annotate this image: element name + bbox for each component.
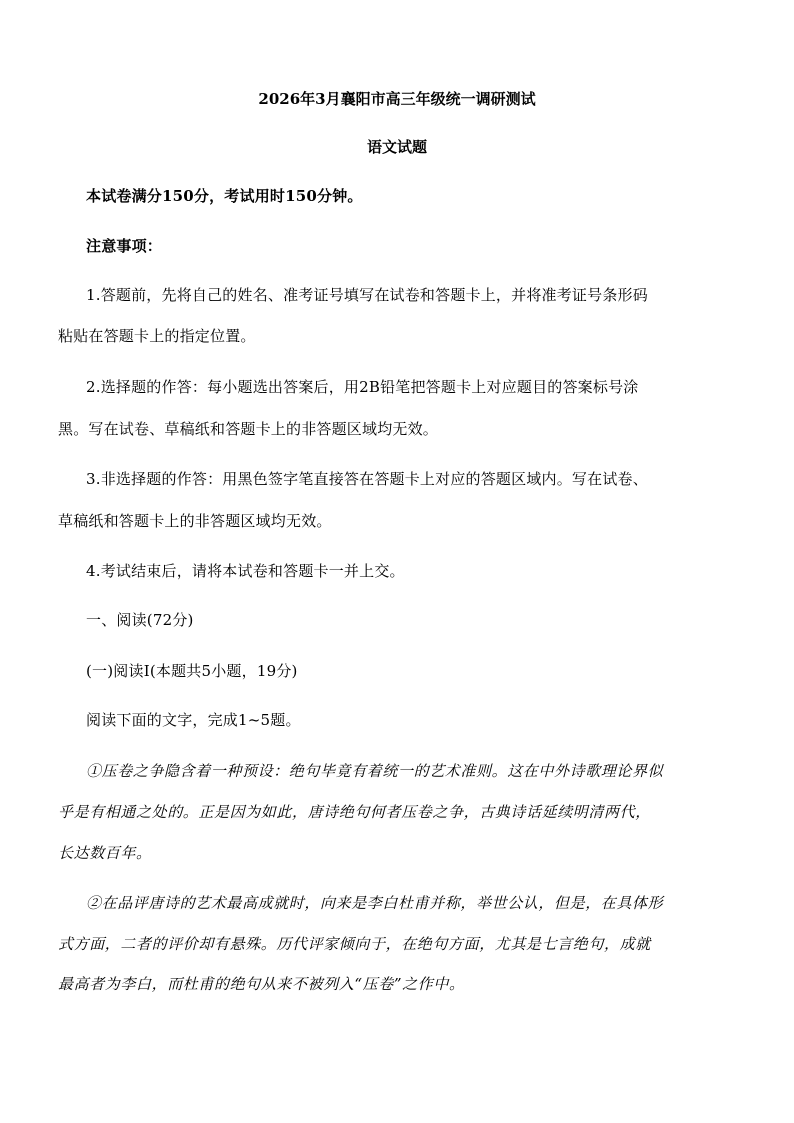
notice-4: 4.考试结束后，请将本试卷和答题卡一并上交。 xyxy=(86,562,405,580)
notice-2-line-2: 黑。写在试卷、草稿纸和答题卡上的非答题区域均无效。 xyxy=(58,420,439,438)
exam-title: 2026年3月襄阳市高三年级统一调研测试 xyxy=(258,90,536,108)
passage-p2-line-1: ②在品评唐诗的艺术最高成就时，向来是李白杜甫并称，举世公认，但是，在具体形 xyxy=(86,894,664,912)
notice-heading: 注意事项： xyxy=(86,237,163,255)
reading-instruction: 阅读下面的文字，完成1~5题。 xyxy=(86,711,301,729)
notice-1-line-1: 1.答题前，先将自己的姓名、准考证号填写在试卷和答题卡上，并将准考证号条形码 xyxy=(86,286,648,304)
part-heading: 一、阅读(72分) xyxy=(86,611,194,629)
notice-3-line-1: 3.非选择题的作答：用黑色签字笔直接答在答题卡上对应的答题区域内。写在试卷、 xyxy=(86,470,648,488)
passage-p2-line-3: 最高者为李白，而杜甫的绝句从来不被列入“压卷”之作中。 xyxy=(58,975,465,993)
notice-1-line-2: 粘贴在答题卡上的指定位置。 xyxy=(58,327,256,345)
score-time-note: 本试卷满分150分，考试用时150分钟。 xyxy=(86,187,363,205)
passage-p1-line-2: 乎是有相通之处的。正是因为如此，唐诗绝句何者压卷之争，古典诗话延续明清两代， xyxy=(58,803,651,821)
notice-2-line-1: 2.选择题的作答：每小题选出答案后，用2B铅笔把答题卡上对应题目的答案标号涂 xyxy=(86,378,639,396)
subject-title: 语文试题 xyxy=(366,138,427,156)
passage-p1-line-1: ①压卷之争隐含着一种预设：绝句毕竟有着统一的艺术准则。这在中外诗歌理论界似 xyxy=(86,762,664,780)
passage-p1-line-3: 长达数百年。 xyxy=(58,844,152,862)
sub-heading: (一)阅读I(本题共5小题，19分) xyxy=(86,662,298,680)
passage-p2-line-2: 式方面，二者的评价却有悬殊。历代评家倾向于，在绝句方面，尤其是七言绝句，成就 xyxy=(58,935,651,953)
notice-3-line-2: 草稿纸和答题卡上的非答题区域均无效。 xyxy=(58,512,332,530)
